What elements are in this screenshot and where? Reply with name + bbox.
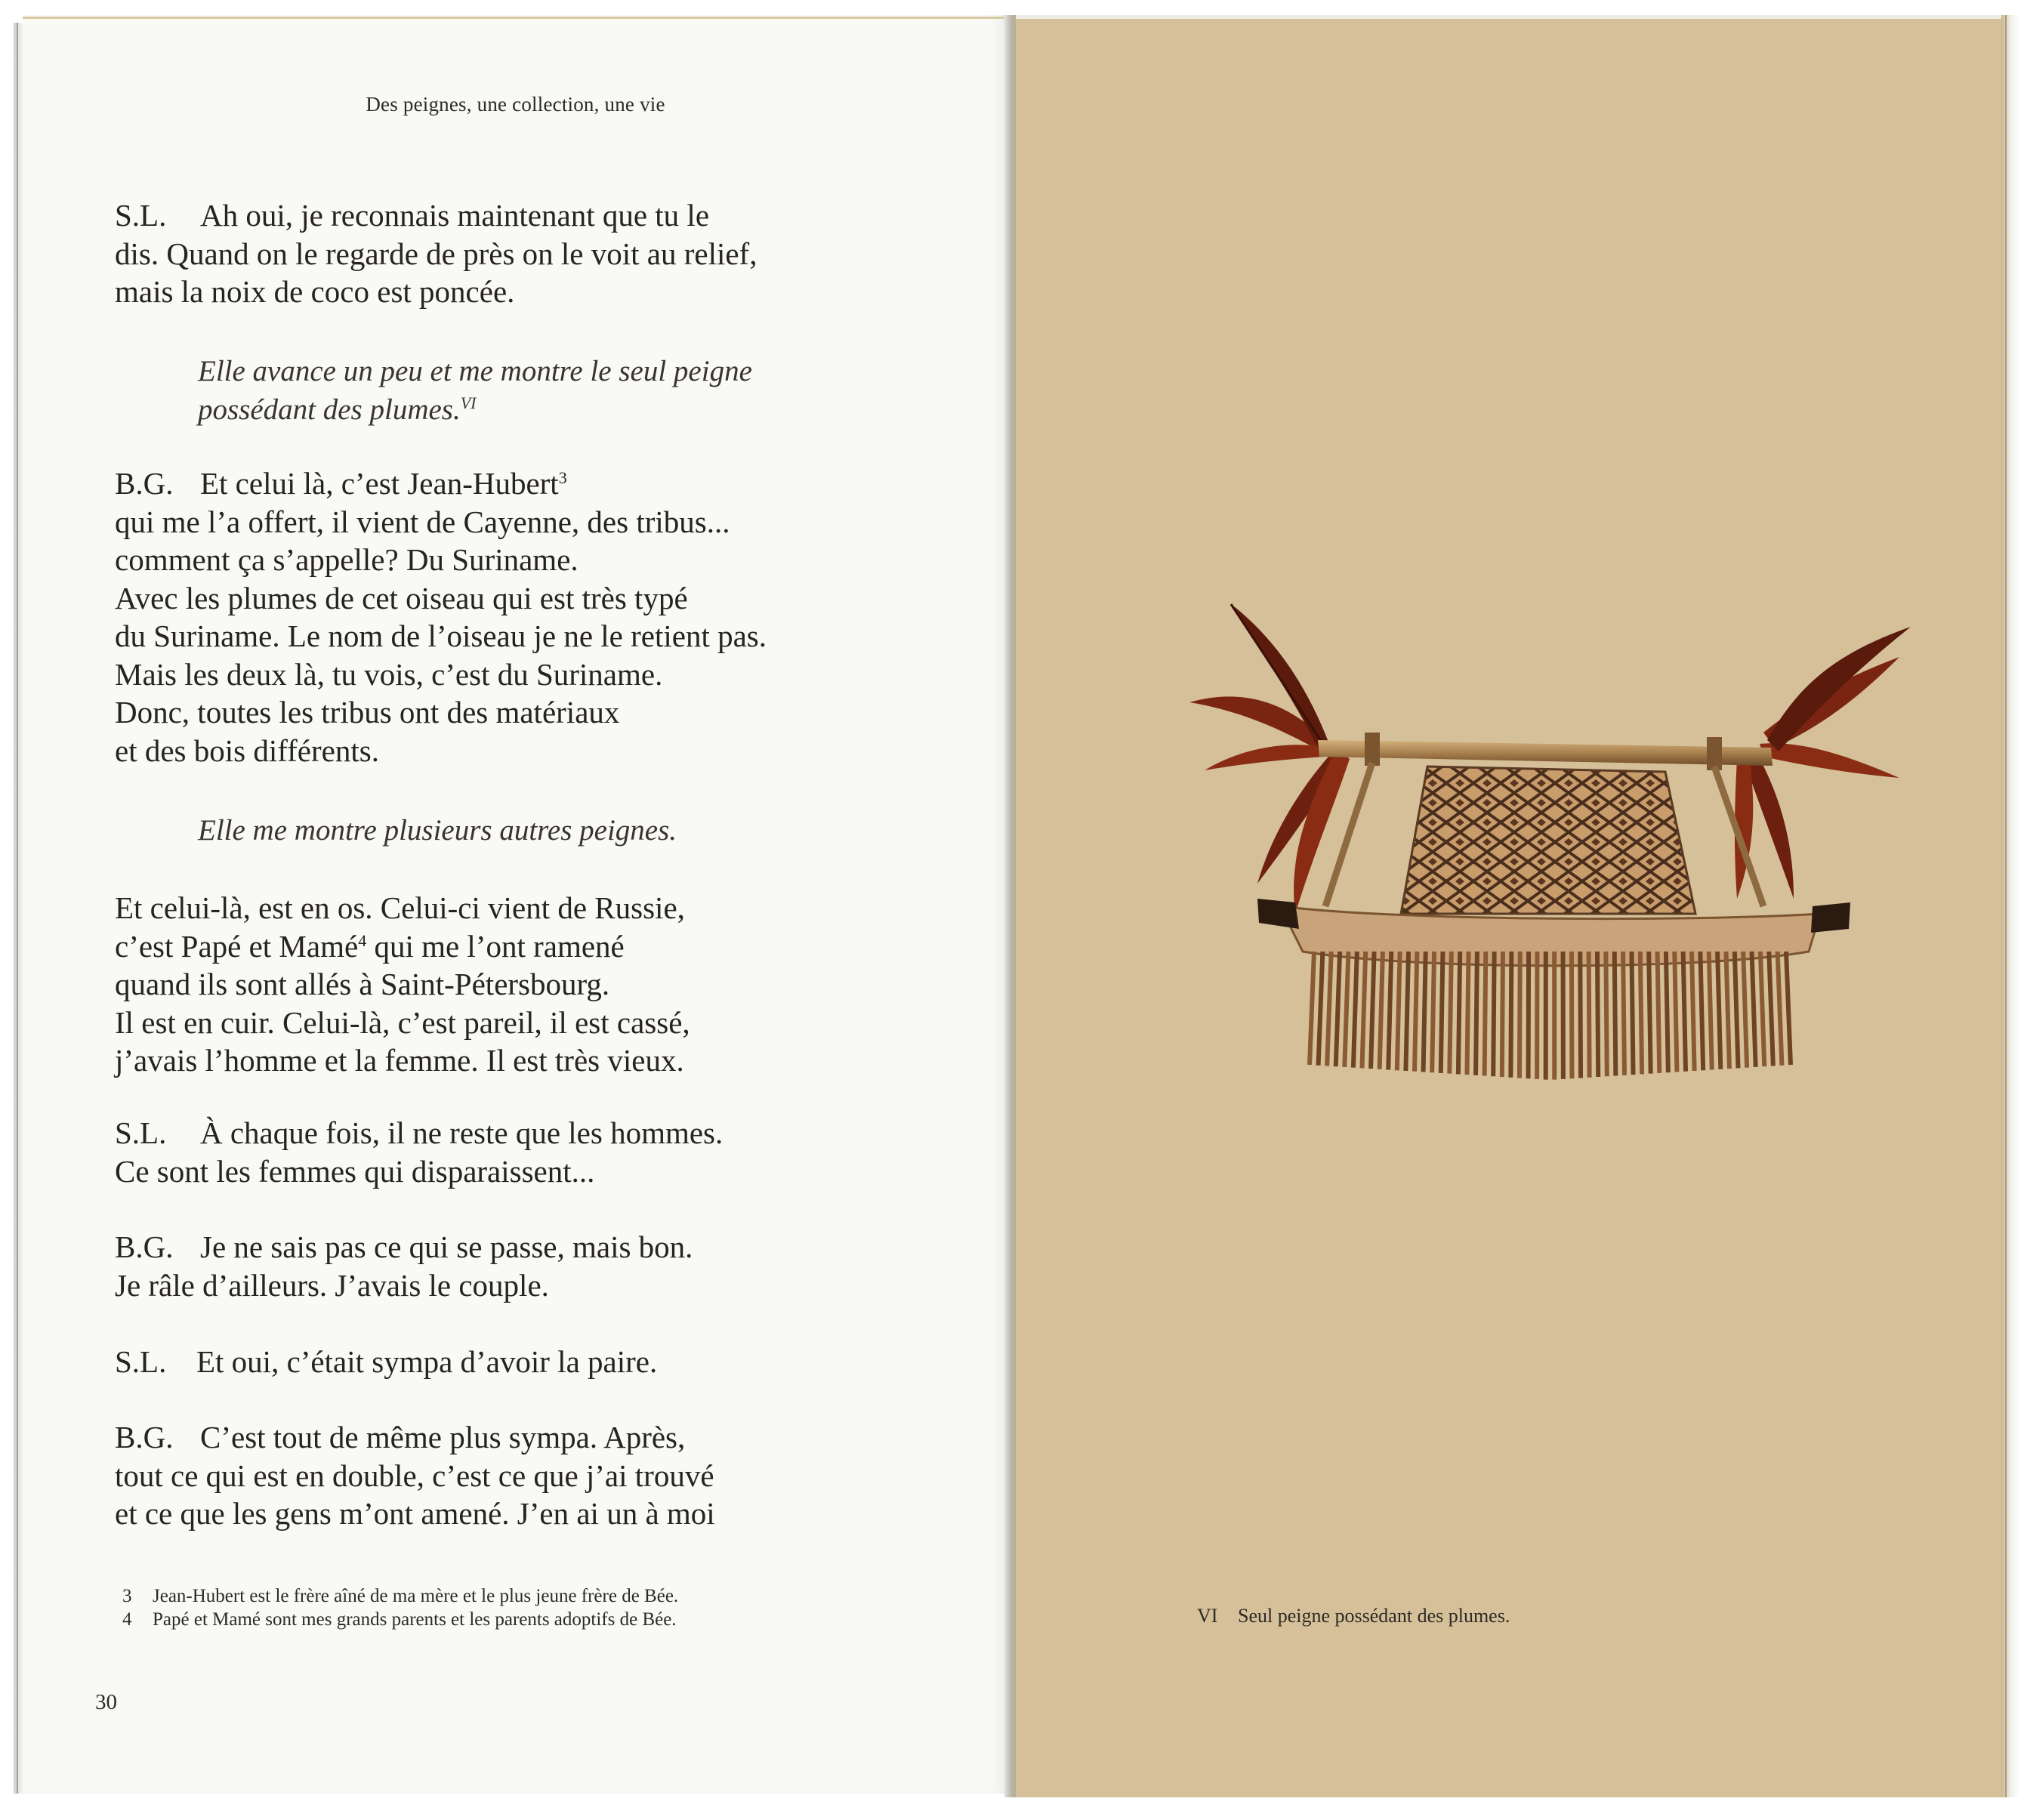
plate-caption <box>1197 1605 1510 1627</box>
dialogue-block-2 <box>115 464 946 770</box>
dialogue-line <box>115 1114 946 1152</box>
dialogue-block-7 <box>115 1418 946 1533</box>
dialogue-line: j’avais l’homme et la femme. Il est très vieux. <box>115 1043 684 1078</box>
footnote-text: Papé et Mamé sont mes grands parents et les parents adoptifs de Bée. <box>153 1609 677 1630</box>
comb-tooth <box>1405 952 1408 1071</box>
comb-tooth <box>1760 952 1764 1066</box>
speaker-label: S.L. <box>115 1344 167 1379</box>
speaker-label: B.G. <box>115 1229 174 1264</box>
band-end-right <box>1811 902 1850 933</box>
speaker-label: S.L. <box>115 198 167 233</box>
footnote-number: 4 <box>122 1609 132 1630</box>
comb-tooth <box>1769 952 1773 1066</box>
speaker-label: B.G. <box>115 1420 174 1454</box>
footnote-ref: 4 <box>358 930 367 950</box>
footnote <box>122 1584 953 1608</box>
comb-tooth <box>1631 952 1633 1075</box>
left-feather-tuft <box>1189 604 1350 914</box>
comb-tooth <box>1700 952 1703 1070</box>
comb-tooth <box>1441 952 1443 1073</box>
comb-tooth <box>1424 952 1426 1072</box>
comb-tooth <box>1778 952 1782 1066</box>
band-end-left <box>1257 899 1299 929</box>
comb-tooth <box>1502 952 1503 1077</box>
dialogue-line: et ce que les gens m’ont amené. J’en ai un à moi <box>115 1496 715 1531</box>
speaker-label: B.G. <box>115 466 174 501</box>
footnote-text: Jean-Hubert est le frère aîné de ma mère et le plus jeune frère de Bée. <box>153 1586 679 1606</box>
dialogue-text: c’est Papé et Mamé <box>115 928 359 964</box>
comb-tooth <box>1674 952 1677 1072</box>
dialogue-line: mais la noix de coco est poncée. <box>115 274 515 309</box>
dialogue-text: Et oui, c’était sympa d’avoir la paire. <box>196 1344 658 1379</box>
dialogue-block-3 <box>115 889 946 1080</box>
stage-direction-1 <box>198 353 938 429</box>
dialogue-text: qui me l’ont ramené <box>366 928 625 964</box>
dialogue-line: Donc, toutes les tribus ont des matériaux <box>115 695 620 730</box>
caption-number: VI <box>1197 1605 1218 1627</box>
dialogue-line: Mais les deux là, tu vois, c’est du Suriname. <box>115 656 663 692</box>
comb-tooth <box>1397 952 1400 1070</box>
dialogue-text: À chaque fois, il ne reste que les hommes. <box>200 1115 724 1150</box>
footnote <box>122 1608 953 1631</box>
comb-tooth <box>1467 952 1468 1075</box>
comb-tooth <box>1380 952 1383 1069</box>
footnotes <box>122 1584 953 1631</box>
comb-tooth <box>1327 952 1331 1066</box>
dialogue-text: Ah oui, je reconnais maintenant que tu le <box>200 198 710 233</box>
footnote-ref: 3 <box>558 468 567 487</box>
comb-tooth <box>1493 952 1494 1076</box>
comb-tooth <box>1640 952 1642 1074</box>
speaker-label: S.L. <box>115 1115 167 1150</box>
comb-tooth <box>1615 952 1616 1076</box>
caption-text: Seul peigne possédant des plumes. <box>1238 1605 1510 1627</box>
comb-tooth <box>1371 952 1374 1069</box>
plate-reference: VI <box>460 393 477 412</box>
comb-tooth <box>1589 952 1590 1078</box>
stage-line: Elle me montre plusieurs autres peignes. <box>198 814 677 847</box>
comb-tooth <box>1362 952 1365 1068</box>
comb-tooth <box>1726 952 1729 1069</box>
comb-tooth <box>1709 952 1712 1070</box>
right-page-edge <box>2001 15 2019 1797</box>
comb-tooth <box>1432 952 1434 1072</box>
right-edge-line <box>2005 15 2007 1797</box>
comb-tooth <box>1649 952 1651 1074</box>
dialogue-line: Ce sont les femmes qui disparaissent... <box>115 1153 595 1189</box>
comb-tooth <box>1692 952 1695 1071</box>
dialogue-text: C’est tout de même plus sympa. Après, <box>200 1420 686 1454</box>
stage-line: Elle avance un peu et me montre le seul peigne <box>198 355 752 387</box>
comb-teeth <box>1310 952 1791 1080</box>
feathered-comb-illustration <box>1174 597 1922 1095</box>
running-head: Des peignes, une collection, une vie <box>366 93 665 116</box>
comb-tooth <box>1388 952 1391 1070</box>
comb-tooth <box>1344 952 1348 1067</box>
dialogue-text: Je ne sais pas ce qui se passe, mais bon. <box>200 1229 693 1264</box>
dialogue-line: et des bois différents. <box>115 733 379 768</box>
dialogue-line <box>115 1228 946 1266</box>
comb-tooth <box>1658 952 1660 1073</box>
comb-tooth <box>1752 952 1756 1067</box>
comb-tooth <box>1458 952 1460 1074</box>
dialogue-line: tout ce qui est en double, c’est ce que j’ai trouvé <box>115 1458 714 1493</box>
dialogue-block-1 <box>115 196 946 311</box>
dialogue-line: comment ça s’appelle? Du Suriname. <box>115 542 579 577</box>
dialogue-line: Il est en cuir. Celui-là, c’est pareil, il est cassé, <box>115 1004 690 1040</box>
comb-tooth <box>1476 952 1477 1075</box>
comb-tooth <box>1717 952 1720 1069</box>
comb-tooth <box>1353 952 1357 1068</box>
dialogue-line: Je râle d’ailleurs. J’avais le couple. <box>115 1267 549 1303</box>
left-edge-line <box>17 23 18 1794</box>
stage-line <box>198 391 938 430</box>
comb-tooth <box>1510 952 1511 1078</box>
dialogue-line <box>115 196 946 235</box>
rod-binding-left <box>1365 733 1380 766</box>
comb-tooth <box>1485 952 1486 1076</box>
dialogue-line <box>115 464 946 503</box>
dialogue-line: Et celui-là, est en os. Celui-ci vient de Russie, <box>115 890 685 925</box>
comb-tooth <box>1683 952 1686 1072</box>
comb-tooth <box>1786 952 1791 1065</box>
comb-tooth <box>1415 952 1417 1072</box>
comb-tooth <box>1623 952 1624 1075</box>
dialogue-line: Avec les plumes de cet oiseau qui est très typé <box>115 580 688 615</box>
dialogue-block-5 <box>115 1228 946 1304</box>
footnote-number: 3 <box>122 1586 132 1606</box>
comb-tooth <box>1319 952 1323 1066</box>
dialogue-line: qui me l’a offert, il vient de Cayenne, des tribus... <box>115 504 730 539</box>
comb-tooth <box>1735 952 1739 1068</box>
dialogue-line: dis. Quand on le regarde de près on le voit au relief, <box>115 236 757 271</box>
top-edge <box>23 17 1008 19</box>
comb-tooth <box>1580 952 1581 1078</box>
dialogue-line: quand ils sont allés à Saint-Pétersbourg. <box>115 967 610 1001</box>
comb-tooth <box>1597 952 1598 1077</box>
stage-text: possédant des plumes. <box>198 393 461 426</box>
left-page <box>23 15 1008 1794</box>
stage-direction-2 <box>198 812 938 850</box>
dialogue-line <box>115 1343 946 1381</box>
comb-tooth <box>1449 952 1452 1074</box>
top-rod <box>1318 740 1773 766</box>
dialogue-block-6 <box>115 1343 946 1381</box>
comb-tooth <box>1310 952 1314 1065</box>
page-number: 30 <box>95 1690 117 1714</box>
dialogue-line: du Suriname. Le nom de l’oiseau je ne le retient pas. <box>115 618 767 653</box>
dialogue-line <box>115 927 946 966</box>
comb-tooth <box>1666 952 1668 1072</box>
comb-tooth <box>1743 952 1747 1068</box>
lower-band <box>1280 906 1820 966</box>
dialogue-block-4 <box>115 1114 946 1190</box>
rod-binding-right <box>1707 737 1722 770</box>
comb-tooth <box>1336 952 1340 1066</box>
dialogue-line <box>115 1418 946 1457</box>
dialogue-text: Et celui là, c’est Jean-Hubert <box>200 466 559 501</box>
woven-panel <box>1401 767 1695 914</box>
